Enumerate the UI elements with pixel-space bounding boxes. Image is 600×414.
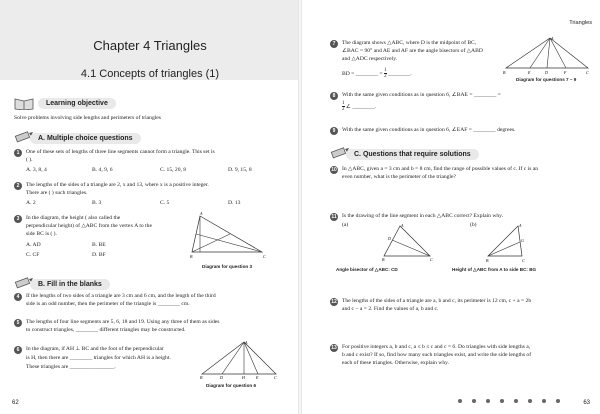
part-c-header: C. Questions that require solutions (346, 149, 479, 160)
fraction-numerator: 1 (384, 68, 387, 73)
question-12-text: The lengths of the sides of a triangle are a, b and c, its perimeter is 12 cm, c + a = 2b (342, 298, 532, 304)
question-3-text-3: side BC is ( ). (26, 231, 57, 237)
svg-text:B: B (486, 258, 489, 263)
question-11-text: Is the drawing of the line segment in each △ABC correct? Explain why. (342, 213, 503, 219)
part-a-header: A. Multiple choice questions (30, 133, 141, 144)
choice-1b: B. 4, 9, 6 (92, 167, 113, 173)
svg-text:B: B (503, 70, 506, 75)
dot (528, 399, 532, 403)
objective-header: Learning objective (38, 98, 116, 109)
svg-text:B: B (200, 375, 203, 380)
question-5-text-2: to construct triangles, ________ different triangles may be constructed. (26, 327, 186, 333)
svg-text:C: C (263, 254, 266, 259)
question-9-text: With the same given conditions as in question 6, ∠EAF = ________ degrees. (342, 127, 516, 133)
right-page (300, 0, 600, 414)
question-13-text-2: b and c exist? If so, find how many such triangles exist, and write the side lengths of (342, 352, 532, 358)
question-2-text: The lengths of the sides of a triangle are 2, x and 13, where x is a positive integer. (26, 182, 209, 188)
question-3-text-2: perpendicular height) of △ABC from the vertex A to the (26, 223, 152, 229)
chapter-title: Chapter 4 Triangles (93, 38, 207, 53)
svg-text:A: A (200, 212, 203, 216)
question-7-lhs: BD = ________ = (342, 70, 385, 77)
svg-text:B: B (190, 254, 193, 259)
choice-1d: D. 9, 15, 8 (228, 167, 252, 173)
choice-1c: C. 15, 20, 8 (160, 167, 187, 173)
page-number: 62 (12, 400, 19, 406)
fraction-denominator: 2 (384, 74, 387, 79)
svg-text:D: D (388, 236, 391, 241)
question-number-13: 13 (331, 345, 337, 351)
dot (486, 399, 490, 403)
choice-1a: A. 3, 8, 4 (26, 167, 47, 173)
question-2-text-2: There are ( ) such triangles. (26, 190, 88, 196)
sub-label-a: (a) (342, 222, 349, 228)
question-8-text: With the same given conditions as in question 6, ∠BAE = ________ = (342, 92, 501, 98)
section-title: 4.1 Concepts of triangles (1) (80, 68, 220, 80)
question-number-12: 12 (331, 299, 337, 305)
svg-text:A: A (551, 36, 554, 41)
page-dots-decoration (458, 398, 578, 404)
svg-text:E: E (528, 70, 531, 75)
svg-text:D: D (220, 375, 223, 380)
objective-text: Solve problems involving side lengths and perimeters of triangles (14, 115, 161, 121)
svg-text:A: A (401, 223, 404, 228)
question-7-text-4 (342, 68, 412, 79)
fraction-half (342, 101, 345, 112)
caption-question-6: Diagram for question 6 (206, 383, 257, 388)
question-13-text-3: each of these triangles. Otherwise, explain why. (342, 360, 449, 366)
question-1-bracket: ( ). (26, 157, 33, 163)
fraction-numerator: 1 (342, 101, 345, 106)
question-6-text: In the diagram, if AH ⊥ BC and the foot of the perpendicular (26, 346, 164, 352)
question-7-text: The diagram shows △ABC, where D is the midpoint of BC, (342, 40, 477, 46)
svg-text:F: F (564, 70, 567, 75)
diagram-question-3 (190, 212, 280, 262)
question-1-text: One of these sets of lengths of three line segments cannot form a triangle. This set is (26, 149, 215, 155)
question-number-4: 4 (14, 293, 22, 301)
diagram-question-6 (200, 340, 280, 380)
diagram-questions-7-9 (500, 36, 592, 76)
svg-text:C: C (522, 258, 525, 263)
caption-questions-7-9: Diagram for questions 7 – 9 (516, 77, 577, 82)
choice-3c: C. CF (26, 252, 40, 258)
question-number-11: 11 (331, 214, 337, 220)
svg-text:A: A (519, 223, 522, 228)
dot (500, 399, 504, 403)
question-7-text-3: and △ADC respectively. (342, 56, 398, 62)
svg-text:A: A (245, 340, 248, 345)
question-number-1: 1 (14, 149, 22, 157)
question-4-text-2: side is an odd number, then the perimeter of the triangle is ________ cm. (26, 301, 190, 307)
dot (556, 399, 560, 403)
dot (542, 399, 546, 403)
question-number-6: 6 (14, 346, 22, 354)
question-8-text-2 (342, 101, 376, 112)
svg-text:E: E (256, 375, 259, 380)
choice-3d: D. BF (92, 252, 106, 258)
running-head: Triangles (569, 20, 592, 26)
question-10-text: In △ABC, given a = 3 cm and b = 8 cm, find the range of possible values of c. If c is an (342, 166, 539, 172)
question-7-rhs: ________. (387, 70, 412, 77)
question-number-8: 8 (330, 92, 338, 100)
book-icon (14, 96, 34, 110)
question-4-text: If the lengths of two sides of a triangle are 3 cm and 6 cm, and the length of the third (26, 293, 216, 299)
choice-2a: A. 2 (26, 200, 36, 206)
page-number: 63 (583, 400, 590, 406)
fraction-half (384, 68, 387, 79)
question-6-text-2: is H, then there are ________ triangles for which AH is a height. (26, 355, 171, 361)
question-number-9: 9 (330, 127, 338, 135)
svg-text:B: B (382, 257, 385, 262)
choice-2b: B. 3 (92, 200, 102, 206)
question-5-text: The lengths of four line segments are 5, 6, 18 and 19. Using any three of them as sides (26, 319, 220, 325)
caption-question-3: Diagram for question 3 (202, 264, 253, 269)
question-number-5: 5 (14, 319, 22, 327)
choice-3b: B. BE (92, 242, 106, 248)
svg-text:D: D (545, 70, 548, 75)
question-8-answer: ∠ ________. (345, 103, 377, 110)
svg-text:H: H (242, 375, 245, 380)
svg-text:C: C (586, 70, 589, 75)
question-number-7: 7 (330, 40, 338, 48)
caption-question-11b: Height of △ABC from A to side BC: BG (452, 267, 537, 272)
part-b-header: B. Fill in the blanks (30, 279, 110, 290)
question-3-text: In the diagram, the height ( also called the (26, 215, 121, 221)
question-number-2: 2 (14, 182, 22, 190)
dot (472, 399, 476, 403)
question-number-10: 10 (331, 167, 337, 173)
svg-text:G: G (521, 238, 524, 243)
fraction-denominator: 2 (342, 107, 345, 112)
question-number-3: 3 (14, 215, 22, 223)
diagram-question-11b (484, 222, 534, 264)
diagram-question-11a (380, 222, 436, 262)
sub-label-b: (b) (470, 222, 477, 228)
choice-3a: A. AD (26, 242, 41, 248)
choice-2d: D. 13 (228, 200, 241, 206)
svg-text:C: C (274, 375, 277, 380)
choice-2c: C. 5 (160, 200, 170, 206)
question-12-text-2: and c − a = 2. Find the values of a, b and c. (342, 306, 439, 312)
question-6-text-3: These triangles are ________________. (26, 364, 116, 370)
question-13-text: For positive integers a, b and c, a ≤ b ≤ c and c = 6. Do triangles with side lengths a, (342, 344, 531, 350)
dot (514, 399, 518, 403)
svg-text:C: C (430, 257, 433, 262)
question-10-text-2: even number, what is the perimeter of the triangle? (342, 174, 456, 180)
question-7-text-2: ∠BAC = 90° and AE and AF are the angle bisectors of △ABD (342, 48, 483, 54)
caption-question-11a: Angle bisector of △ABC: CD (336, 267, 398, 272)
dot (458, 399, 462, 403)
